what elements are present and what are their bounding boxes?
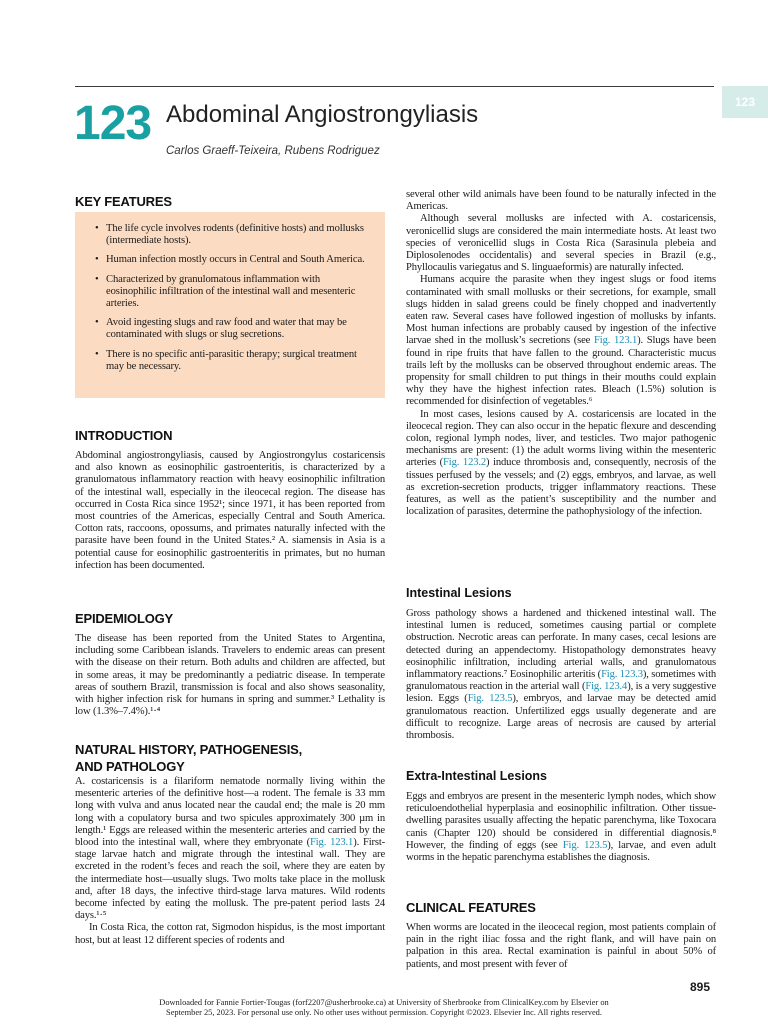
pathogenesis-text-b: ) induce thrombosis and, consequently, necrosis of the tissues perfused by the vessels; and (2) eggs, embryos, and larvae, as well as excretion-secretion products, trigger inflammatory reactions. These features, as well as the patient’s susceptibility and the number and localization of parasites, determine the pathophysiology of the infection. (406, 457, 716, 518)
figure-link[interactable]: Fig. 123.5 (562, 839, 608, 851)
footer-line-2: September 25, 2023. For personal use only. No other uses without permission. Copyright ©2023. Elsevier Inc. All rights reserved. (166, 1008, 602, 1017)
key-feature-item: • There is no specific anti-parasitic therapy; surgical treatment may be necessary. (97, 349, 373, 373)
natural-history-text-a: A. costaricensis is a filariform nematode normally living within the mesenteric arteries of the definitive host—a rodent. The female is 33 mm long with vulva and anus located near the caudal end; the male is 20 mm long with a copulatory bursa and two spicules approximately 300 µm in length.¹ Eggs are released within the mesenteric arteries and carried by the blood into the intestinal wall, where they embryonate ( (75, 776, 385, 849)
right-column-text (406, 189, 716, 518)
figure-link[interactable]: Fig. 123.2 (443, 457, 487, 469)
key-features-heading-wrap (75, 193, 385, 210)
epidemiology-heading: EPIDEMIOLOGY (75, 611, 174, 626)
natural-history-heading-line2: AND PATHOLOGY (75, 759, 185, 774)
intestinal-text-c: ), is a very suggestive lesion. Eggs ( (406, 681, 716, 705)
transmission-text-b: ). Slugs have been found in ripe fruits that have fallen to the ground. Characteristic mucus trails left by the mollusks can be observed throughout endemic areas. The propensity for small children to put things in their mouths could explain why they have the highest infection rates. Bleach (1.5%) solution is recommended for disinfection of vegetables.⁶ (406, 335, 717, 408)
intestinal-text-a: Gross pathology shows a hardened and thickened intestinal wall. The intestinal lumen is reduced, sometimes causing partial or complete obstruction. Necrotic areas can perforate. In many cases, cecal lesions are detected during an appendectomy. Histopathology demonstrates heavy eosinophilic infiltration, including arterial walls, and granulomatous inflammatory reactions.⁷ Eosinophilic arteritis ( (406, 608, 716, 681)
key-features-heading: KEY FEATURES (75, 194, 172, 209)
introduction-text: Abdominal angiostrongyliasis, caused by Angiostrongylus costaricensis and also known as eosinophilic gastroenteritis, is characterized by a granulomatous inflammatory reaction with heavy eosinophilic infiltration of the intestinal wall, especially in the ileocecal region. The disease has occurred in Costa Rica since 1952¹; since 1971, it has been reported from most countries of the Americas, especially Central and South America. Cotton rats, raccoons, opossums, and primates naturally infected with the parasite have been found in the United States.² A. siamensis in Asia is a potential cause for eosinophilic gastroenteritis in primates, but no human infection has been documented. (75, 450, 385, 571)
download-footer (60, 998, 708, 1018)
transmission-text-a: Humans acquire the parasite when they ingest slugs or food items contaminated with small mollusks or their secretions, for example, small slugs hidden in salad greens could be finely chopped and inadvertently eaten raw. Several cases have followed ingestion of mollusks by infants. Most human infections are probably caused by ingestion of the infective larvae shed in the mollusk’s secretions (see (406, 274, 716, 347)
paragraph-hosts: several other wild animals have been found to be naturally infected in the Americas. (406, 189, 716, 213)
key-feature-item: • The life cycle involves rodents (definitive hosts) and mollusks (intermediate hosts). (97, 223, 373, 247)
introduction-heading: INTRODUCTION (75, 428, 173, 443)
extra-text-b: ), larvae, and even adult worms in the hepatic parenchyma establishes the diagnosis. (406, 839, 717, 864)
chapter-tab: 123 (722, 86, 768, 118)
intestinal-text-b: ), sometimes with granulomatous reaction in the arterial wall ( (406, 669, 717, 693)
clinical-features-section (406, 899, 716, 971)
key-features-list (75, 212, 385, 373)
chapter-title: Abdominal Angiostrongyliasis (166, 101, 479, 128)
key-feature-item: • Characterized by granulomatous inflammation with eosinophilic infiltration of the intestinal wall and mesenteric arteries. (97, 274, 373, 311)
key-feature-item: • Human infection mostly occurs in Central and South America. (97, 254, 373, 266)
intestinal-text-d: ), embryos, and larvae may be detected amid granulomatous reaction. Unfertilized eggs usually degenerate and are difficult to recognize. Large areas of necrosis are caused by arterial thrombosis. (406, 693, 717, 742)
intestinal-lesions-heading: Intestinal Lesions (406, 586, 512, 600)
footer-line-1: Downloaded for Fannie Fortier-Tougas (forf2207@usherbrooke.ca) at University of Sherbrooke from ClinicalKey.com by Elsevier on (159, 998, 609, 1007)
intestinal-lesions-section (406, 585, 716, 742)
epidemiology-text: The disease has been reported from the United States to Argentina, including some Caribbean islands. Travelers to endemic areas can present with the disease on their return. Both adults and children are affected, but in some areas, it may be predominantly a pediatric disease. In temperate areas of southern Brazil, transmission is focal and also shows seasonality, with higher infection risk for humans in spring and summer.³ Lethality is low (1.3%–7.4%).¹·⁴ (75, 633, 385, 718)
page-number: 895 (690, 980, 711, 994)
natural-history-section (75, 741, 385, 947)
clinical-features-heading: CLINICAL FEATURES (406, 900, 536, 915)
chapter-number: 123 (74, 97, 152, 150)
extra-intestinal-section (406, 768, 716, 864)
paragraph-transmission (406, 274, 716, 408)
header-rule (75, 86, 714, 87)
chapter-authors: Carlos Graeff-Teixeira, Rubens Rodriguez (166, 145, 380, 157)
extra-text-a: Eggs and embryos are present in the mesenteric lymph nodes, which show reticuloendothelial hyperplasia and eosinophilic infiltration. Other tissue-dwelling parasites usually affecting the hepatic parenchyma, like Toxocara canis (Chapter 120) should be considered in differential diagnosis.⁸ However, the finding of eggs (see (406, 791, 716, 851)
extra-intestinal-heading: Extra-Intestinal Lesions (406, 769, 548, 783)
natural-history-paragraph (75, 776, 385, 922)
figure-link[interactable]: Fig. 123.4 (585, 681, 628, 693)
natural-history-heading-line1: NATURAL HISTORY, PATHOGENESIS, (75, 742, 303, 757)
natural-history-paragraph-2: In Costa Rica, the cotton rat, Sigmodon hispidus, is the most important host, but at least 12 different species of rodents and (75, 922, 385, 946)
epidemiology-section (75, 610, 385, 718)
figure-link[interactable]: Fig. 123.3 (601, 669, 643, 681)
introduction-section (75, 427, 385, 572)
paragraph-mollusks: Although several mollusks are infected with A. costaricensis, veronicellid slugs are considered the main intermediate hosts. At least two species of veronicellid slugs in Costa Rica (Sarasinula plebeia and Diplosolenodes occidentalis) and several species in Brazil (e.g., Phyllocaulis variegatus and S. linguaeformis) are naturally infected. (406, 213, 716, 274)
pathogenesis-text-a: In most cases, lesions caused by A. costaricensis are located in the ileocecal region. They can also occur in the hepatic flexure and descending colon, regional lymph nodes, liver, and testicles. Two major pathogenic mechanisms are present: (1) the adult worms living within the mesenteric arteries ( (406, 408, 716, 469)
figure-link[interactable]: Fig. 123.1 (594, 335, 638, 347)
key-feature-item: • Avoid ingesting slugs and raw food and water that may be contaminated with slugs or slug secretions. (97, 317, 373, 341)
figure-link[interactable]: Fig. 123.1 (310, 837, 354, 849)
intestinal-lesions-text (406, 608, 716, 742)
natural-history-text-b: ). First-stage larvae hatch and migrate through the intestinal wall. They are excreted in the rodent’s feces and reach the soil, where they are eaten by the intermediate host—usually slugs. Two molts take place in the mollusk and, after 18 days, the infective third-stage larva matures. Wild rodents become infected by eating the mollusk. The pre-patent period lasts 24 days.¹·⁵ (75, 837, 386, 922)
extra-intestinal-text (406, 791, 716, 864)
key-features-box (75, 212, 385, 398)
figure-link[interactable]: Fig. 123.5 (467, 693, 513, 705)
paragraph-pathogenesis (406, 409, 716, 519)
clinical-features-text: When worms are located in the ileocecal region, most patients complain of pain in the right iliac fossa and the right flank, and will have pain on palpation in this area. Rectal examination is painful in about 50% of patients, and most present with fever of (406, 922, 716, 970)
